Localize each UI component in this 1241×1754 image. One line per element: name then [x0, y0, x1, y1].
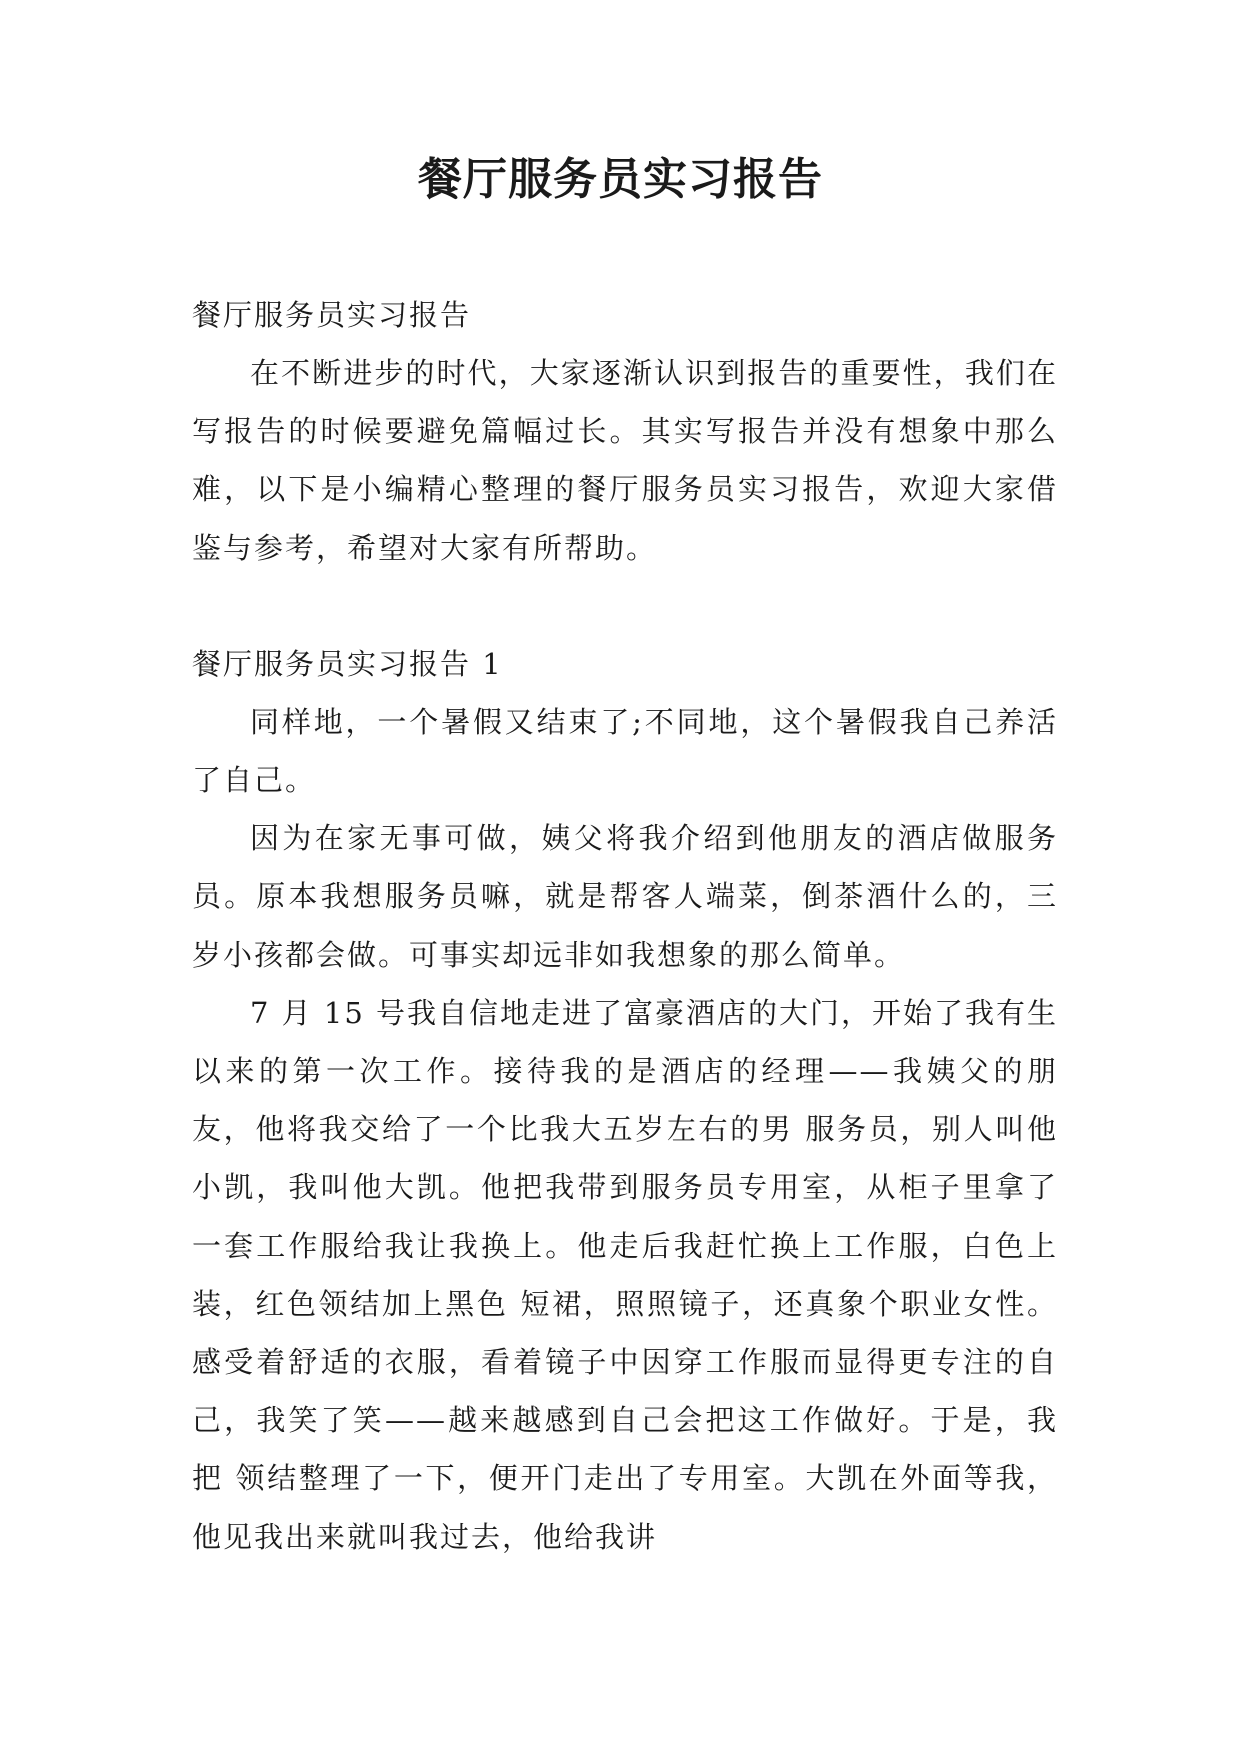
section-spacer	[192, 577, 1058, 635]
section1-heading: 餐厅服务员实习报告 1	[192, 646, 503, 681]
section1-paragraph-1: 同样地，一个暑假又结束了;不同地，这个暑假我自己养活了自己。	[192, 704, 1058, 798]
document-body	[192, 286, 1058, 1566]
document-title: 餐厅服务员实习报告	[418, 154, 823, 205]
section1-paragraph-3: 7 月 15 号我自信地走进了富豪酒店的大门，开始了我有生以来的第一次工作。接待我的是酒店的经理——我姨父的朋友，他将我交给了一个比我大五岁左右的男 服务员，别人叫他小凯，我叫他大凯。他把我带到服务员专用室，从柜子里拿了一套工作服给我让我换上。他走后我赶忙换上工作服，白色上装，红色领结加上黑色 短裙，照照镜子，还真象个职业女性。感受着舒适的衣服，看着镜子中因穿工作服而显得更专注的自己，我笑了笑——越来越感到自己会把这工作做好。于是，我把 领结整理了一下，便开门走出了专用室。大凯在外面等我，他见我出来就叫我过去，他给我讲	[192, 995, 1059, 1554]
intro-heading: 餐厅服务员实习报告	[192, 298, 472, 332]
intro-paragraph: 在不断进步的时代，大家逐渐认识到报告的重要性，我们在写报告的时候要避免篇幅过长。其实写报告并没有想象中那么难，以下是小编精心整理的餐厅服务员实习报告，欢迎大家借鉴与参考，希望对大家有所帮助。	[192, 356, 1058, 565]
section1-paragraph-2: 因为在家无事可做，姨父将我介绍到他朋友的酒店做服务员。原本我想服务员嘛，就是帮客人端菜，倒茶酒什么的，三岁小孩都会做。可事实却远非如我想象的那么简单。	[192, 821, 1058, 972]
